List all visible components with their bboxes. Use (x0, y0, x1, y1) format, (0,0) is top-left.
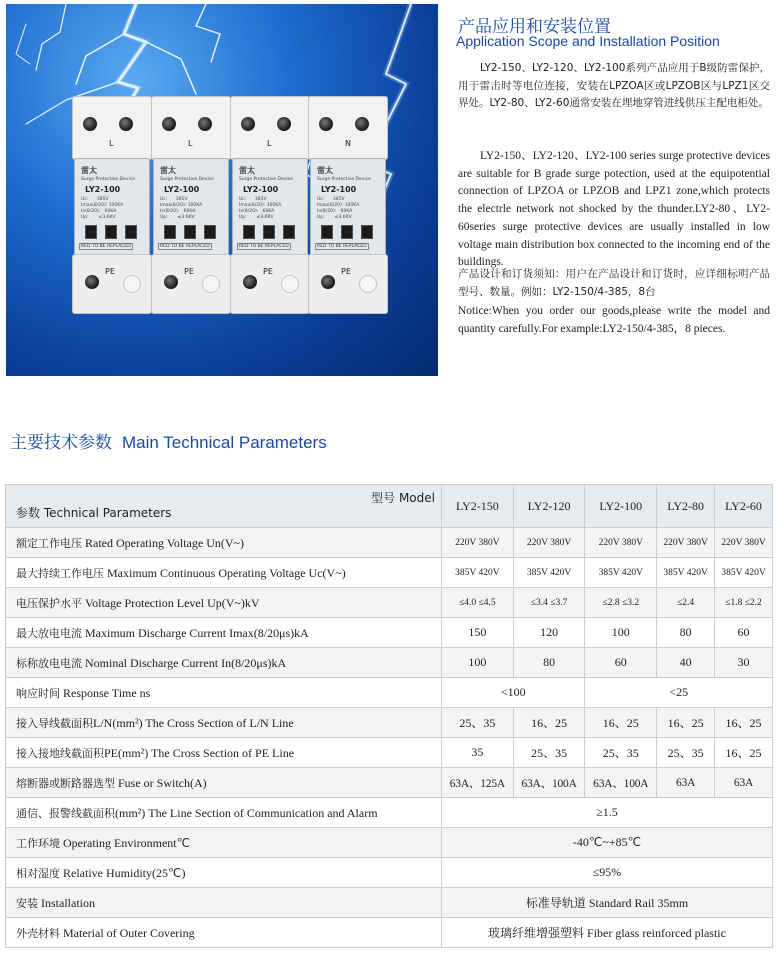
param-value: 35 (442, 738, 514, 768)
brand-logo: 雷太 (317, 166, 333, 175)
param-value: 80 (513, 648, 585, 678)
rivet-icon (359, 275, 377, 293)
param-name-en: Response Time ns (63, 685, 151, 700)
replace-label: RED TO BE REPLACED (160, 244, 210, 249)
table-row (6, 888, 773, 918)
indicator-window (105, 225, 117, 239)
application-title-en: Application Scope and Installation Position (456, 33, 720, 49)
indicator-window (341, 225, 353, 239)
param-value: ≤95% (442, 858, 773, 888)
terminal-label: PE (105, 267, 115, 276)
param-name (6, 558, 442, 588)
replace-label: RED TO BE REPLACED (81, 244, 131, 249)
param-value: 385V 420V (585, 558, 657, 588)
device-subtitle: Surge Protective Device (317, 177, 371, 182)
param-name-zh: 接入接地线截面积 (16, 746, 104, 760)
param-value: 25、35 (585, 738, 657, 768)
param-name-zh: 通信、报警线截面积 (16, 806, 115, 820)
param-value: 16、25 (715, 738, 773, 768)
indicator-window (361, 225, 373, 239)
model-header: LY2-120 (513, 485, 585, 528)
spd-module (72, 96, 150, 322)
param-name-en: Nominal Discharge Current In(8/20μs)kA (85, 655, 287, 670)
indicator-window (164, 225, 176, 239)
param-name-en: (mm²) The Line Section of Communication and Alarm (115, 805, 378, 820)
param-value: 25、35 (442, 708, 514, 738)
table-row (6, 798, 773, 828)
param-name-zh: 额定工作电压 (16, 536, 82, 550)
param-value: 16、25 (715, 708, 773, 738)
param-value: 60 (715, 618, 773, 648)
model-header: LY2-80 (657, 485, 715, 528)
param-value: ≥1.5 (442, 798, 773, 828)
device-subtitle: Surge Protective Device (81, 177, 135, 182)
brand-logo: 雷太 (160, 166, 176, 175)
param-name (6, 858, 442, 888)
param-value: 63A、100A (513, 768, 585, 798)
param-value: <100 (442, 678, 585, 708)
param-name (6, 798, 442, 828)
table-row (6, 918, 773, 948)
terminal-label: L (267, 139, 272, 148)
order-notice-en: Notice:When you order our goods,please write the model and quantity carefully.For example:LY2-150/4-385，8 pieces. (458, 305, 770, 335)
param-value: 25、35 (513, 738, 585, 768)
model-header: LY2-100 (585, 485, 657, 528)
param-value: 220V 380V (715, 528, 773, 558)
terminal-label: PE (341, 267, 351, 276)
application-paragraph-en: LY2-150、LY2-120、LY2-100 series surge protective devices are suitable for B grade surge potection, used at the equipotential connection of LPZOA or LPZOB and LPZ1 zone,which protects the electrle network not shocked by the thunder.LY2-80、LY2-60series surge protective devices are usually installed in low voltage main distribution box connected to the incoming end of the buildings. (458, 150, 770, 269)
table-row (6, 738, 773, 768)
indicator-window (243, 225, 255, 239)
replace-label: RED TO BE REPLACED (317, 244, 367, 249)
param-name (6, 918, 442, 948)
param-name-en: Material of Outer Covering (63, 925, 195, 940)
param-value: 标准导轨道 Standard Rail 35mm (442, 888, 773, 918)
table-row (6, 708, 773, 738)
screw-icon (321, 275, 335, 289)
param-value: 220V 380V (657, 528, 715, 558)
param-value: 220V 380V (585, 528, 657, 558)
param-name (6, 618, 442, 648)
param-value: 100 (442, 648, 514, 678)
device-model: LY2-100 (85, 185, 121, 194)
spd-module (308, 96, 386, 322)
terminal-label: N (345, 139, 351, 148)
param-value: ≤1.8 ≤2.2 (715, 588, 773, 618)
param-name-zh: 标称放电电流 (16, 656, 82, 670)
indicator-window (204, 225, 216, 239)
param-name-en: Operating Environment℃ (63, 835, 191, 850)
param-name (6, 528, 442, 558)
param-name-en: Maximum Discharge Current Imax(8/20μs)kA (85, 625, 309, 640)
indicator-window (184, 225, 196, 239)
screw-icon (243, 275, 257, 289)
param-name-en: Installation (41, 895, 95, 910)
device-subtitle: Surge Protective Device (160, 177, 214, 182)
header-diagonal-cell (6, 485, 442, 528)
model-header: LY2-60 (715, 485, 773, 528)
table-row (6, 858, 773, 888)
param-value: 385V 420V (442, 558, 514, 588)
rivet-icon (281, 275, 299, 293)
screw-icon (241, 117, 255, 131)
param-name-zh: 外壳材料 (16, 926, 60, 940)
param-name-zh: 接入导线截面积 (16, 716, 93, 730)
param-name-en: Voltage Protection Level Up(V~)kV (85, 595, 260, 610)
param-value: 220V 380V (442, 528, 514, 558)
param-value: 30 (715, 648, 773, 678)
table-row (6, 648, 773, 678)
terminal-label: L (109, 139, 114, 148)
param-name (6, 588, 442, 618)
param-name (6, 828, 442, 858)
param-value: 220V 380V (513, 528, 585, 558)
param-name (6, 708, 442, 738)
screw-icon (164, 275, 178, 289)
indicator-window (85, 225, 97, 239)
section-title-en: Main Technical Parameters (122, 433, 327, 452)
param-name-en: PE(mm²) The Cross Section of PE Line (104, 745, 295, 760)
param-value: 63A (657, 768, 715, 798)
param-value: 100 (585, 618, 657, 648)
section-title (10, 428, 327, 453)
param-value: 120 (513, 618, 585, 648)
param-name-zh: 相对湿度 (16, 866, 60, 880)
spd-module (230, 96, 308, 322)
order-notice-zh: 产品设计和订货须知：用户在产品设计和订货时，应详细标明产品型号、数量。例如：LY2-150/4-385，8台 (458, 268, 770, 298)
model-header: LY2-150 (442, 485, 514, 528)
param-name-zh: 工作环境 (16, 836, 60, 850)
param-value: 63A (715, 768, 773, 798)
param-name-zh: 最大放电电流 (16, 626, 82, 640)
param-name-en: Rated Operating Voltage Un(V~) (85, 535, 245, 550)
param-value: ≤3.4 ≤3.7 (513, 588, 585, 618)
device-specs: Uc: 385V Imax(8/20): 100KA In(8/20): 60KA Up: ≤3.6KV (160, 197, 203, 220)
param-value: ≤4.0 ≤4.5 (442, 588, 514, 618)
rivet-icon (123, 275, 141, 293)
param-name-en: Relative Humidity(25℃) (63, 865, 186, 880)
screw-icon (85, 275, 99, 289)
brand-logo: 雷太 (81, 166, 97, 175)
device-model: LY2-100 (243, 185, 279, 194)
param-value: 63A、125A (442, 768, 514, 798)
table-header-row (6, 485, 773, 528)
device-specs: Uc: 385V Imax(8/20): 100KA In(8/20): 60KA Up: ≤3.6KV (317, 197, 360, 220)
terminal-label: PE (263, 267, 273, 276)
table-row (6, 558, 773, 588)
param-value: 63A、100A (585, 768, 657, 798)
screw-icon (319, 117, 333, 131)
param-value: 385V 420V (657, 558, 715, 588)
terminal-label: L (188, 139, 193, 148)
replace-label: RED TO BE REPLACED (239, 244, 289, 249)
param-name-zh: 响应时间 (16, 686, 60, 700)
device-specs: Uc: 385V Imax(8/20): 100KA In(8/20): 60KA Up: ≤3.6KV (239, 197, 282, 220)
indicator-window (321, 225, 333, 239)
param-value: 25、35 (657, 738, 715, 768)
param-value: 60 (585, 648, 657, 678)
param-value: <25 (585, 678, 773, 708)
header-param-label: 参数 Technical Parameters (16, 506, 172, 520)
param-name (6, 738, 442, 768)
screw-icon (119, 117, 133, 131)
spd-module (151, 96, 229, 322)
table-row (6, 828, 773, 858)
rivet-icon (202, 275, 220, 293)
param-value: 16、25 (585, 708, 657, 738)
param-value: 玻璃纤维增强塑料 Fiber glass reinforced plastic (442, 918, 773, 948)
param-value: 385V 420V (715, 558, 773, 588)
param-value: ≤2.4 (657, 588, 715, 618)
application-paragraph-zh: LY2-150、LY2-120、LY2-100系列产品应用于B级防雷保护，用于雷击时等电位连接，安装在LPZOA区或LPZOB区与LPZ1区交界处。LY2-80、LY2-60通常安装在埋地穿管进线供压主配电柜处。 (458, 62, 770, 109)
product-photo (6, 4, 438, 376)
device-specs: Uc: 385V Imax(8/20): 100KA In(8/20): 60KA Up: ≤3.6KV (81, 197, 124, 220)
param-name-zh: 电压保护水平 (16, 596, 82, 610)
param-value: 16、25 (513, 708, 585, 738)
param-value: 385V 420V (513, 558, 585, 588)
param-name-en: Maximum Continuous Operating Voltage Uc(V~) (107, 565, 346, 580)
param-name (6, 648, 442, 678)
param-name-zh: 熔断器或断路器选型 (16, 776, 115, 790)
table-row (6, 678, 773, 708)
param-name (6, 768, 442, 798)
param-name (6, 678, 442, 708)
param-value: 40 (657, 648, 715, 678)
device-model: LY2-100 (164, 185, 200, 194)
device-model: LY2-100 (321, 185, 357, 194)
header-model-label: 型号 Model (371, 491, 435, 505)
table-row (6, 588, 773, 618)
table-row (6, 528, 773, 558)
indicator-window (263, 225, 275, 239)
table-row (6, 768, 773, 798)
param-name-zh: 安装 (16, 896, 38, 910)
section-title-zh: 主要技术参数 (10, 433, 112, 453)
param-value: 80 (657, 618, 715, 648)
screw-icon (198, 117, 212, 131)
brand-logo: 雷太 (239, 166, 255, 175)
screw-icon (162, 117, 176, 131)
indicator-window (283, 225, 295, 239)
screw-icon (277, 117, 291, 131)
table-row (6, 618, 773, 648)
param-name-en: Fuse or Switch(A) (118, 775, 207, 790)
param-value: 150 (442, 618, 514, 648)
device-subtitle: Surge Protective Device (239, 177, 293, 182)
terminal-label: PE (184, 267, 194, 276)
indicator-window (125, 225, 137, 239)
param-name (6, 888, 442, 918)
param-name-en: L/N(mm²) The Cross Section of L/N Line (93, 715, 294, 730)
screw-icon (355, 117, 369, 131)
param-value: ≤2.8 ≤3.2 (585, 588, 657, 618)
param-name-zh: 最大持续工作电压 (16, 566, 104, 580)
param-value: -40℃~+85℃ (442, 828, 773, 858)
application-title-zh: 产品应用和安装位置 (458, 17, 611, 37)
screw-icon (83, 117, 97, 131)
parameters-table (5, 484, 773, 948)
param-value: 16、25 (657, 708, 715, 738)
